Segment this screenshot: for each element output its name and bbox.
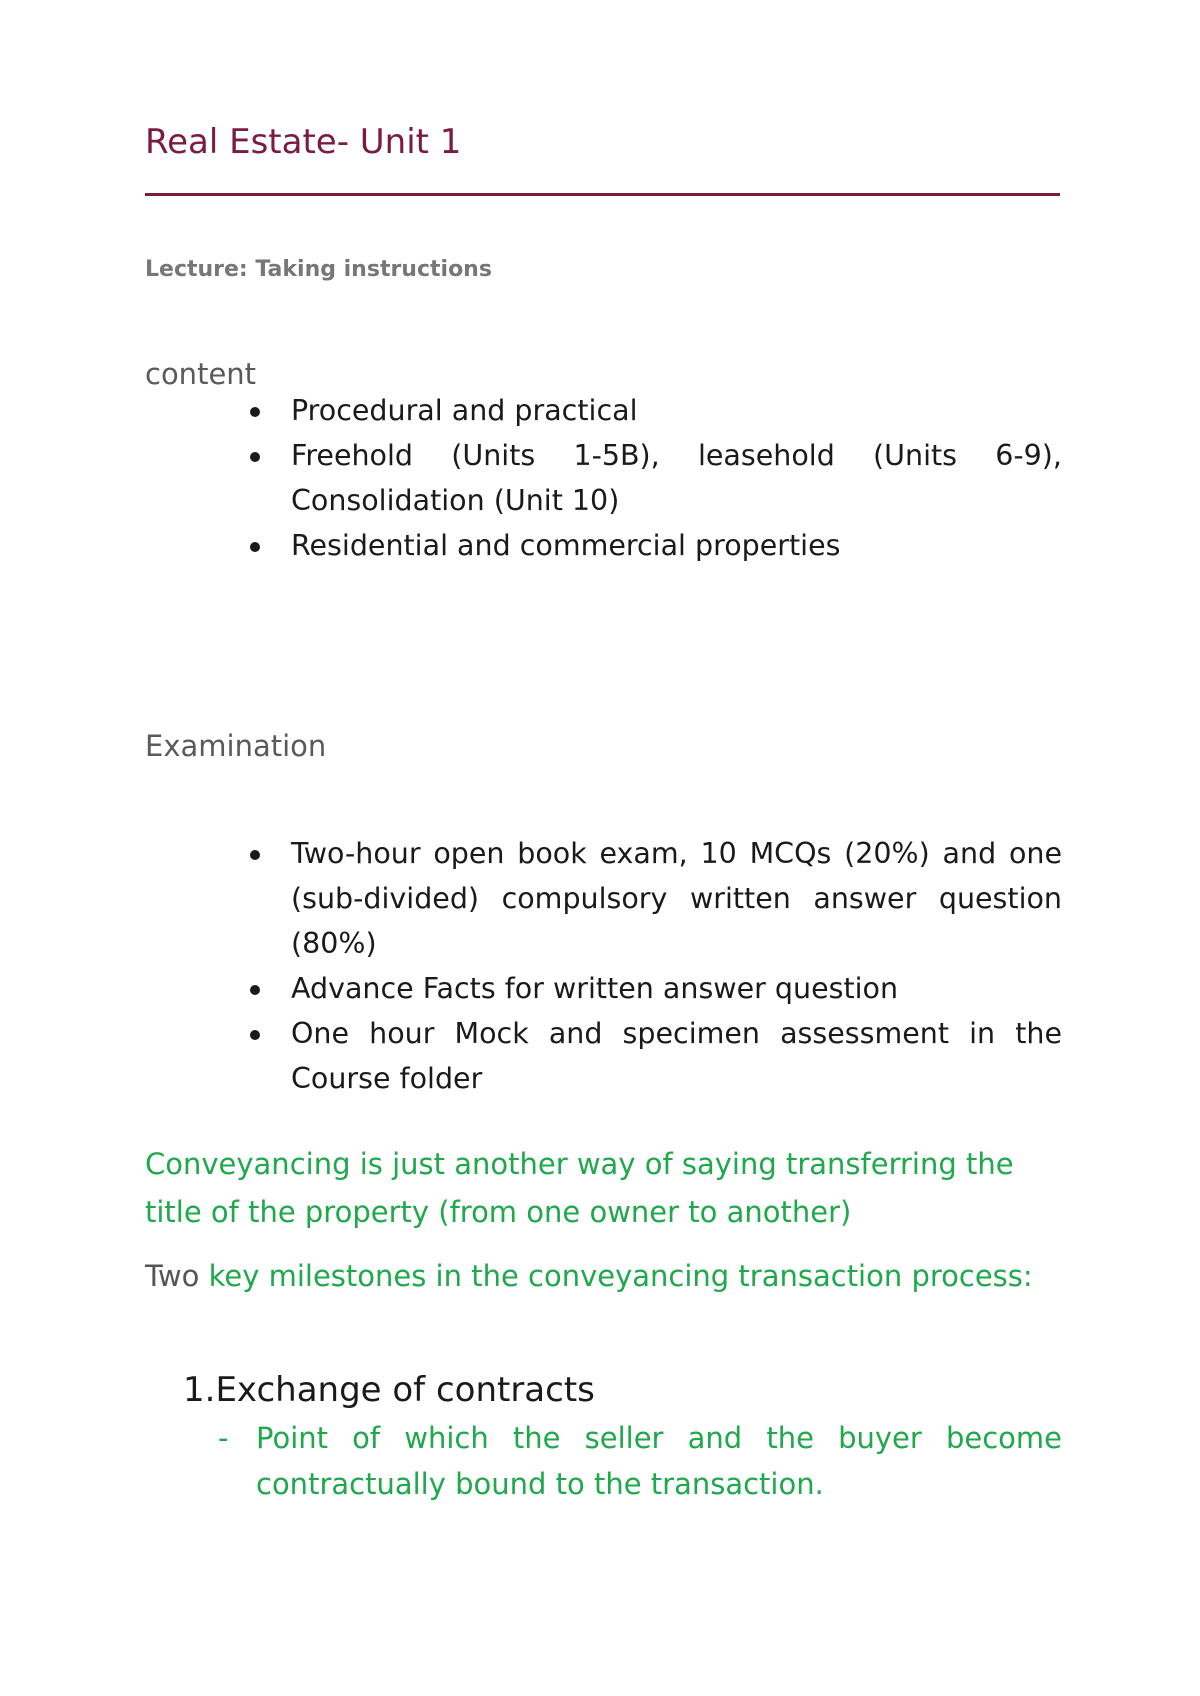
list-item-text: Freehold (Units 1-5B), leasehold (Units 6-9), Consolidation (Unit 10): [291, 439, 1062, 517]
milestones-intro: [145, 1252, 1060, 1300]
milestone-1-description: [218, 1415, 1062, 1507]
bullet-icon: [250, 985, 260, 995]
list-item: [250, 523, 1062, 568]
content-heading: content: [145, 357, 257, 391]
lecture-subtitle: Lecture: Taking instructions: [145, 257, 492, 282]
examination-heading: Examination: [145, 729, 327, 763]
list-item: [250, 831, 1062, 966]
title-underline: [145, 193, 1060, 196]
list-item: [250, 433, 1062, 523]
bullet-icon: [250, 850, 260, 860]
bullet-icon: [250, 407, 260, 417]
list-item-text: Residential and commercial properties: [291, 529, 841, 562]
examination-list: [250, 831, 1062, 1101]
bullet-icon: [250, 542, 260, 552]
milestone-1-heading: 1.Exchange of contracts: [183, 1370, 595, 1410]
list-item: [250, 966, 1062, 1011]
list-item-text: Two-hour open book exam, 10 MCQs (20%) and one (sub-divided) compulsory written answer question (80%): [291, 837, 1062, 960]
conveyancing-definition: Conveyancing is just another way of saying transferring the title of the property (from one owner to another): [145, 1147, 1014, 1229]
bullet-icon: [250, 1030, 260, 1040]
list-item: [250, 388, 1062, 433]
milestones-intro-part1: Two: [145, 1259, 200, 1293]
milestone-1-text: Point of which the seller and the buyer become contractually bound to the transaction.: [256, 1421, 1062, 1501]
list-item: [250, 1011, 1062, 1101]
milestones-intro-part2: key milestones: [199, 1259, 427, 1293]
list-item-text: Advance Facts for written answer question: [291, 972, 899, 1005]
list-item-text: Procedural and practical: [291, 394, 638, 427]
milestones-intro-part3: in the conveyancing transaction process:: [426, 1259, 1033, 1293]
content-list: [250, 388, 1062, 568]
list-item-text: One hour Mock and specimen assessment in the Course folder: [291, 1017, 1062, 1095]
dash-marker: -: [218, 1421, 229, 1455]
document-title: Real Estate- Unit 1: [145, 122, 462, 162]
bullet-icon: [250, 452, 260, 462]
